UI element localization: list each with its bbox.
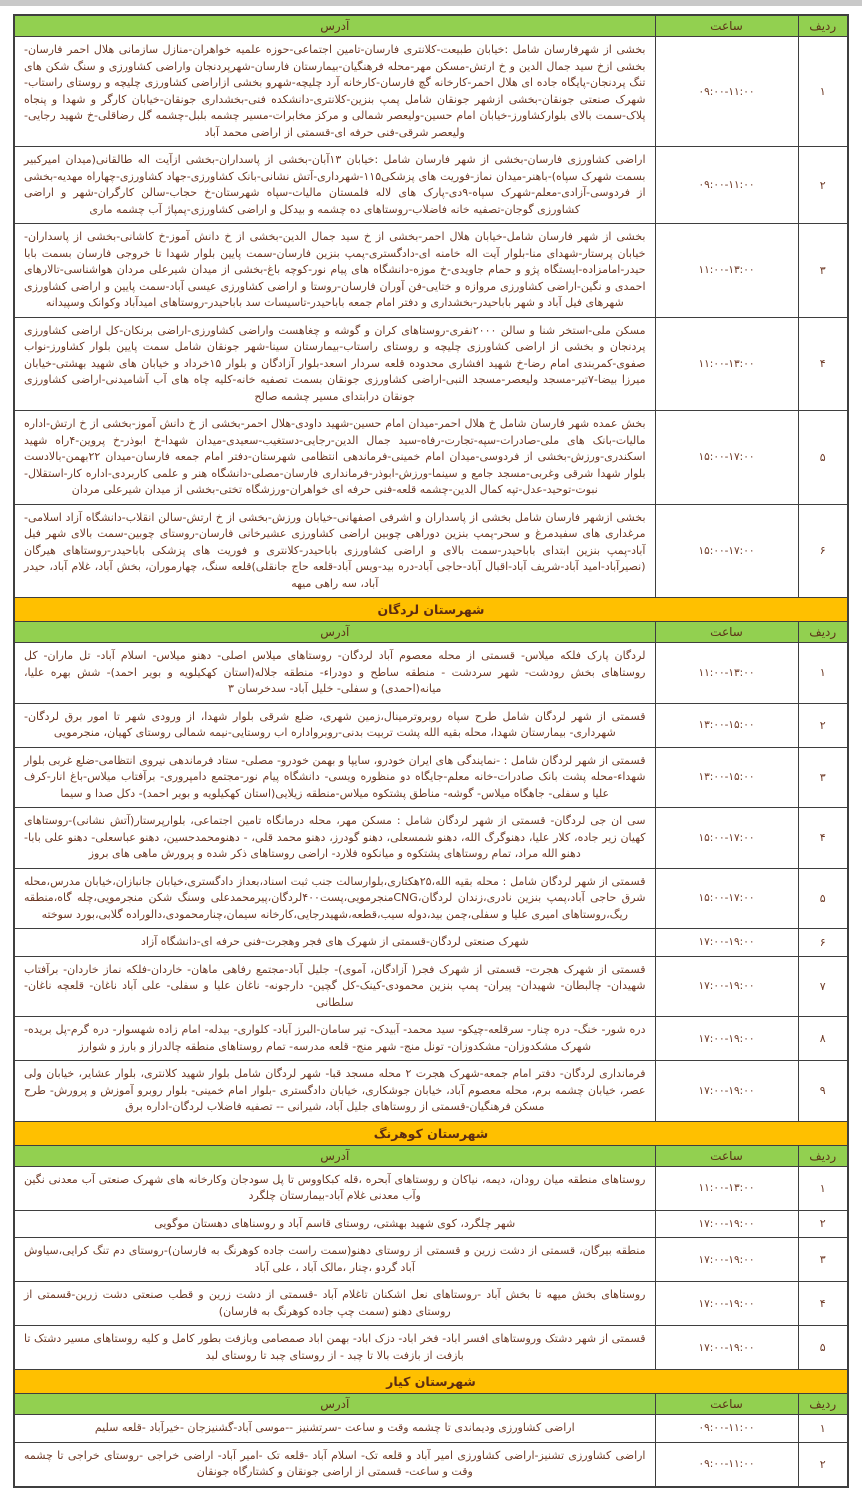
section-row (14, 598, 848, 622)
table-row (14, 808, 848, 869)
outage-time (655, 1326, 798, 1370)
section-row (14, 1370, 848, 1394)
outage-time (655, 147, 798, 224)
outage-time-value: ۱۱:۰۰-۱۳:۰۰ (698, 357, 755, 370)
row-number: ۴ (798, 808, 848, 869)
page (0, 6, 862, 1502)
outage-address: سی ان جی لردگان- قسمتی از شهر لردگان شامل : مسکن مهر، محله درمانگاه تامین اجتماعی، بلوارپرستار(آتش نشانی)-روستاهای کهیان زیر جاده، کلار علیا، دهنوگرگ الله، دهنو شمسعلی، دهنو گودرز، دهنو محمد قلی، - دهنومحمدحسین، دهنو عباسعلی- دهنو علی بابا- دهنو الله مراد، تمام روستاهای پشتکوه و میانکوه فلارد- اراضی روستاهای ذکر شده و پرورش ماهی های بروز (14, 808, 655, 869)
outage-address: اراضی کشاورزی ودیماندی تا چشمه وقت و ساعت -سرتشنیز --موسی آباد-گشنیزجان -خیرآباد -قلعه سلیم (14, 1415, 655, 1443)
outage-time (655, 504, 798, 598)
outage-time-value: ۰۹:۰۰-۱۱:۰۰ (698, 179, 755, 191)
outage-address: شهر چلگرد، کوی شهید بهشتی، روستای قاسم آباد و روسناهای دهستان موگویی (14, 1210, 655, 1238)
outage-address: بخشی از شهرفارسان شامل :خیابان طبیعت-کلانتری فارسان-تامین اجتماعی-حوزه علمیه خواهران-منازل سازمانی هلال احمر فارسان-بخشی ازخ سید جمال الدین و خ ارتش-مسکن مهر-محله فرهنگیان-بیمارستان فارسان-شهرپردنجان واراضی کشاورزی و سنگ شکن های تنگ پردنجان-پایگاه جاده ای هلال احمر-کارخانه گچ فارسان-کارخانه آرد چلیچه-شهرو بخشی ازاراضی کشاورزی چلیچه و روستای راستاب- شهرک صنعتی جونقان-بخشی ازشهر جونقان شامل پمپ بنزین-کلانتری-دانشکده فنی-بخشداری جونقان-خیابان کارگر و شهدا و پنجاه پلاک-سمت بالای بلوارکشاورز-خیابان امام حسین-ولیعصر شمالی و مرکز مخابرات-مسیر چشمه بلبل-چشمه گل رضاقلی-خ شهید رجایی-ولیعصر شرقی-فنی حرفه ای-قسمتی از اراضی محمد آباد (14, 37, 655, 147)
outage-time-value: ۱۷:۰۰-۱۹:۰۰ (698, 1253, 755, 1266)
outage-address: منطقه بیرگان، قسمتی از دشت زرین و قسمتی از روستای دهنو(سمت راست جاده کوهرنگ به فارسان)-روستای دم تنگ کرایی،سیاوش آباد گردو ،چنار ،مالک آباد ، علی آباد (14, 1238, 655, 1282)
table-row (14, 224, 848, 318)
outage-time (655, 37, 798, 147)
table-row (14, 643, 848, 704)
outage-address: فرمانداری لردگان- دفتر امام جمعه-شهرک هجرت ۲ محله مسجد قبا- شهر لردگان شامل بلوار شهید کلانتری، بلوار عشایر، خیابان ولی عصر، خیابان چشمه برم، محله معصوم آباد، خیابان جوشکاری، خیابان دادگستری -بلوار امام خمینی- بلوار روبرو آموزش و پرورش- طرح مسکن فرهنگیان-قسمتی از روستاهای جلیل آباد، شیرانی -- تصفیه فاضلاب لردگان-اداره برق (14, 1061, 655, 1122)
row-number: ۴ (798, 317, 848, 411)
outage-address: بخشی ازشهر فارسان شامل بخشی از پاسداران و اشرفی اصفهانی-خیابان ورزش-بخشی از خ ارتش-سالن انقلاب-دانشگاه آزاد اسلامی-مرغداری های سفیدمرغ و سحر-پمپ بنزین دوراهی چوبین اراضی کشاورزی عشیرخانی فارسان-روستای چوبین-سمت بالای شهر فیل آباد-پمپ بنزین ابتدای باباحیدر-سمت بالای و اراضی کشاورزی باباحیدر-کلانتری و فوریت های پزشکی باباحیدر-روستاهای هیرگان (نصیرآباد-امید آباد-شریف آباد-اقبال آباد-حاجی آباد-دره بید-ویس آباد-قلعه حاج جانقلی)قلعه سنگ، چهارموران، بخش آباد، غلام آباد، حیدر آباد، سه راهی میهه (14, 504, 655, 598)
table-row (14, 1442, 848, 1487)
outage-time (655, 1415, 798, 1443)
outage-address: لردگان پارک فلکه میلاس- قسمتی از محله معصوم آباد لردگان- روستاهای میلاس اصلی- دهنو میلاس- اسلام آباد- تل ماران- کل روستاهای بخش رودشت- شهر سردشت - منطقه ساطح و دودراء- منطقه جلاله(استان کهکیلویه و بویر احمد)- شش بهره علیا، میانه(احمدی) و سفلی- خلیل آباد- سدخرسان ۳ (14, 643, 655, 704)
table-row (14, 317, 848, 411)
row-number: ۱ (798, 1415, 848, 1443)
outage-time-value: ۱۱:۰۰-۱۳:۰۰ (698, 264, 755, 277)
table-row (14, 1166, 848, 1210)
outage-address: بخش عمده شهر فارسان شامل خ هلال احمر-میدان امام حسین-شهید داودی-هلال احمر-بخشی از خ دانش آموز-بخشی از خ ارتش-اداره مالیات-بانک های ملی-صادرات-سپه-تجارت-رفاه-سید جمال الدین-رجایی-دستغیب-سعیدی-میدان شهدا-خ ابوذر-خ پروین-۴راه شهید اسکندری-ورزش-بخشی از فردوسی-میدان امام خمینی-فرماندهی انتظامی شهرستان-دفتر امام جمعه فارسان-میدان ۲۲بهمن-بالادست بلوار شهدا شرقی وغربی-مسجد جامع و سینما-ورزش-ابوذر-فرمانداری فارسان-مصلی-دانشگاه هنر و علمی کاربردی-اداره کار-استقلال-نبوت-توحید-عدل-تپه کمال الدین-چشمه قلعه-فنی حرفه ای خواهران-ورزشگاه تختی-بخشی از میدان شیرعلی مردان (14, 411, 655, 505)
table-row (14, 1017, 848, 1061)
time-column-header: ساعت (655, 622, 798, 643)
row-number: ۱ (798, 643, 848, 704)
address-column-header: آدرس (14, 1394, 655, 1415)
row-number: ۹ (798, 1061, 848, 1122)
row-number: ۶ (798, 929, 848, 957)
outage-time-value: ۰۹:۰۰-۱۱:۰۰ (698, 1458, 755, 1470)
outage-time-value: ۰۹:۰۰-۱۱:۰۰ (698, 85, 755, 98)
outage-address: دره شور- خنگ- دره چنار- سرقلعه-چیکو- سید محمد- آبیدک- تیر سامان-البرز آباد- کلواری- بیدله- امام زاده شهسوار- دره گرم-پل بریده- شهرک مشکدوزان- مشکدوزان- تونل منج- شهر منج- قلعه مدرسه- تمام روستاهای منطقه چالدراز و بارز و شوارز (14, 1017, 655, 1061)
section-header: شهرستان کوهرنگ (14, 1121, 848, 1145)
address-column-header: آدرس (14, 15, 655, 37)
address-column-header: آدرس (14, 622, 655, 643)
row-number: ۱ (798, 1166, 848, 1210)
outage-time (655, 1061, 798, 1122)
outage-time-value: ۱۷:۰۰-۱۹:۰۰ (698, 1341, 755, 1354)
row-number: ۲ (798, 147, 848, 224)
row-number: ۲ (798, 1442, 848, 1487)
outage-time (655, 224, 798, 318)
table-row (14, 37, 848, 147)
table-row (14, 868, 848, 929)
outage-schedule-table (13, 14, 849, 1488)
outage-time-value: ۰۹:۰۰-۱۱:۰۰ (698, 1422, 755, 1435)
row-number: ۷ (798, 956, 848, 1017)
address-column-header: آدرس (14, 1145, 655, 1166)
table-row (14, 1061, 848, 1122)
table-row (14, 1415, 848, 1443)
outage-table-body (14, 15, 848, 1487)
outage-time (655, 1017, 798, 1061)
row-column-header: ردیف (798, 1394, 848, 1415)
column-header-row (14, 622, 848, 643)
table-row (14, 147, 848, 224)
table-row (14, 929, 848, 957)
outage-time (655, 1210, 798, 1238)
column-header-row (14, 1394, 848, 1415)
column-header-row (14, 1145, 848, 1166)
row-number: ۳ (798, 747, 848, 808)
outage-time-value: ۱۷:۰۰-۱۹:۰۰ (698, 1217, 755, 1230)
outage-address: روستاهای منطقه میان رودان، دیمه، نیاکان و روستاهای آبحره ،قله کبکاووس تا پل سودجان وکارخانه های شهرک صنعتی آب معدنی نگین وآب معدنی غلام آباد-بیمارستان چلگرد (14, 1166, 655, 1210)
outage-time (655, 411, 798, 505)
outage-address: روستاهای بخش میهه تا بخش آباد -روستاهای نعل اشکنان تاغلام آباد -قسمتی از دشت زرین و قطب صنعتی دشت زرین-قسمتی از روستای دهنو (سمت چپ جاده کوهرنگ به فارسان) (14, 1282, 655, 1326)
outage-time (655, 1282, 798, 1326)
outage-time (655, 1166, 798, 1210)
table-row (14, 747, 848, 808)
row-number: ۵ (798, 1326, 848, 1370)
outage-time-value: ۱۷:۰۰-۱۹:۰۰ (698, 1032, 755, 1045)
outage-address: شهرک صنعتی لردگان-قسمتی از شهرک های فجر وهجرت-فنی حرفه ای-دانشگاه آزاد (14, 929, 655, 957)
table-row (14, 1326, 848, 1370)
row-number: ۶ (798, 504, 848, 598)
row-number: ۵ (798, 868, 848, 929)
table-row (14, 411, 848, 505)
outage-address: قسمتی از شهر لردگان شامل : محله بقیه الله،۲۵هکتاری،بلوارسالت جنب ثبت اسناد،بعداز دادگستری،خیابان جانبازان،خیابان مدرس،محله شرق حاجی آباد،پمپ بنزین نادری،زندان لردگان،CNGمنجرمویی،پست۴۰۰لردگان،پیرمحمدعلی وسنگ شکن منجرمویی،چله گاه،منطقه ریگ،روستاهای امیری علیا و سفلی،چمن بید،دوله سیب،قطعه،شهیدرجایی،کارخانه سیمان،چنارمحمودی،دالوراده گلابی،بورد سوخته (14, 868, 655, 929)
time-column-header: ساعت (655, 1394, 798, 1415)
outage-address: اراضی کشاورزی فارسان-بخشی از شهر فارسان شامل :خیابان ۱۳آبان-بخشی از پاسداران-بخشی ازآیت اله طالقانی(میدان امیرکبیر بسمت شهرک سپاه)-باهنر-میدان نماز-فوریت های پزشکی۱۱۵-شهرداری-آتش نشانی-بانک کشاورزی-جهاد کشاورزی-چهاراه مهدیه-بخشی از فردوسی-آزادی-معلم-شهرک سپاه-۹دی-پارک های لاله فلمستان مالیات-سپاه شهرستان-خ حجاب-سالن کارگران-شهر و اراضی کشاورزی گوجان-تصفیه خانه فاضلاب-روستاهای ده چشمه و بیدکل و اراضی کشاورزی-پمپاژ آب چشمه ماری (14, 147, 655, 224)
row-number: ۵ (798, 411, 848, 505)
row-number: ۴ (798, 1282, 848, 1326)
table-row (14, 1210, 848, 1238)
row-column-header: ردیف (798, 1145, 848, 1166)
row-number: ۸ (798, 1017, 848, 1061)
outage-time (655, 929, 798, 957)
outage-address: قسمتی از شهر لردگان شامل : -نمایندگی های ایران خودرو، سایپا و بهمن خودرو- مصلی- ستاد فرماندهی نیروی انتظامی-ضلع غربی بلوار شهداء-محله پشت بانک صادرات-خانه معلم-جایگاه دو منظوره ویسی- دانشگاه پیام نور-مجتمع دامپروری- برآفتاب میلاس-باغ انار-کرف علیا و سفلی- جاهگاه میلاس- گوشه- مناطق پشتکوه میلاس-منطقه زیلایی(استان کهکیلویه و بویر احمد)- دکل صدا و سیما (14, 747, 655, 808)
outage-time-value: ۱۵:۰۰-۱۷:۰۰ (698, 892, 755, 905)
outage-time-value: ۱۷:۰۰-۱۹:۰۰ (698, 980, 755, 993)
outage-address: قسمتی از شهر لردگان شامل طرح سپاه روبروترمینال،زمین شهری، ضلع شرقی بلوار شهدا، از ورودی شهر تا امور برق لردگان- شهرداری- بیمارستان شهدا، محله بقیه الله پشت تربیت بدنی-روبرواداره اب روستایی-نیمه شمالی روستای کهیان، منجرمویی (14, 703, 655, 747)
outage-time (655, 643, 798, 704)
row-number: ۲ (798, 1210, 848, 1238)
column-header-row (14, 15, 848, 37)
row-number: ۳ (798, 224, 848, 318)
outage-time (655, 1442, 798, 1487)
row-number: ۲ (798, 703, 848, 747)
outage-time-value: ۱۵:۰۰-۱۷:۰۰ (698, 831, 755, 844)
row-column-header: ردیف (798, 622, 848, 643)
table-row (14, 1282, 848, 1326)
outage-time-value: ۱۷:۰۰-۱۹:۰۰ (698, 936, 755, 949)
outage-address: مسکن ملی-استخر شنا و سالن ۲۰۰۰نفری-روستاهای کران و گوشه و چغاهست واراضی کشاورزی-اراضی برنکان-کل اراضی کشاورزی پردنجان و بخشی از اراضی کشاورزی چلیچه و روستای راستاب-بیمارستان سینا-شهر جونقان شامل سمت پایین بلوار کشاورز-نواب صفوی-کمربندی امام رضا-خ شهید افشاری محدوده قلعه سردار اسعد-بلوار آزادگان و بلوار ۱۵خرداد و خیابان های شهید بهشتی-خیابان میرزا بیضا-۷تیر-مسجد ولیعصر-مسجد النبی-اراضی کشاورزی جونقان بسمت تصفیه خانه-کلیه چاه های آب آشامیدنی-اراضی کشاورزی جونقان درابتدای مسیر چشمه صالح (14, 317, 655, 411)
outage-time (655, 1238, 798, 1282)
row-column-header: ردیف (798, 15, 848, 37)
table-row (14, 504, 848, 598)
outage-time-value: ۱۳:۰۰-۱۵:۰۰ (698, 719, 755, 731)
section-row (14, 1121, 848, 1145)
outage-time-value: ۱۵:۰۰-۱۷:۰۰ (698, 451, 755, 464)
outage-time-value: ۱۱:۰۰-۱۳:۰۰ (698, 1182, 755, 1194)
outage-time (655, 808, 798, 869)
row-number: ۳ (798, 1238, 848, 1282)
outage-address: قسمتی از شهر دشتک وروستاهای افسر اباد- فخر اباد- دزک اباد- بهمن اباد صمصامی وبازفت بطور کامل و کلیه روستاهای مسیر دشتک تا بازفت از بازفت بالا تا چبد - از روستای چبد تا روستای لبد (14, 1326, 655, 1370)
outage-time-value: ۱۱:۰۰-۱۳:۰۰ (698, 666, 755, 679)
outage-address: قسمتی از شهرک هجرت- قسمتی از شهرک فجر( آزادگان، آموی)- جلیل آباد-مجتمع رفاهی ماهان- خاردان-فلکه نماز خاردان- برآفتاب شهیدان- چالبطان- شهیدان- پیران- پمپ بنزین محمودی-کینک-کل گچین- دارجونه- ناغان علیا و سفلی- علی آباد ناغان- قلعچه ناغان- سلطانی (14, 956, 655, 1017)
section-header: شهرستان لردگان (14, 598, 848, 622)
outage-time-value: ۱۵:۰۰-۱۷:۰۰ (698, 544, 755, 557)
time-column-header: ساعت (655, 1145, 798, 1166)
outage-address: بخشی از شهر فارسان شامل-خیابان هلال احمر-بخشی از خ سید جمال الدین-بخشی از خ دانش آموز-خ کاشانی-بخشی از پاسداران-خیابان پرستار-شهدای منا-بلوار آیت اله خامنه ای-دادگستری-پمپ بنزین فارسان-سمت پایین بلوار شهدا تا خروجی فارسان بسمت بابا حیدر-امامزاده-ایستگاه پژو و حمام جاویدی-خ موزه-دانشگاه های پیام نور-کوچه باغ-بخشی از میدان شیرعلی مردان هواشناسی-تالارهای احمدی و نگین-اراضی کشاورزی مروازه و ختایی-فن آوران فارسان-روستا و اراضی کشاورزی عیسی آباد-سمت پایین و اراضی کشاورزی شهرهای فیل آباد و شهر باباحیدر-بخشداری و دفتر امام جمعه باباحیدر-تاسیسات سد باباحیدر-روستاهای امیدآباد وکوانک وسپیدانه (14, 224, 655, 318)
table-row (14, 1238, 848, 1282)
time-column-header: ساعت (655, 15, 798, 37)
outage-time-value: ۱۷:۰۰-۱۹:۰۰ (698, 1297, 755, 1310)
outage-time (655, 703, 798, 747)
table-row (14, 703, 848, 747)
outage-time (655, 747, 798, 808)
outage-time-value: ۱۷:۰۰-۱۹:۰۰ (698, 1084, 755, 1097)
section-header: شهرستان کیار (14, 1370, 848, 1394)
table-row (14, 956, 848, 1017)
outage-time (655, 317, 798, 411)
outage-time-value: ۱۳:۰۰-۱۵:۰۰ (698, 771, 755, 784)
outage-time (655, 956, 798, 1017)
row-number: ۱ (798, 37, 848, 147)
outage-address: اراضی کشاورزی تشنیز-اراضی کشاورزی امیر آباد و قلعه تک- اسلام آباد -قلعه تک -امیر آباد- اراضی خراجی -روستای خراجی تا چشمه وقت و ساعت- قسمتی از اراضی جونقان و کشتارگاه جونقان (14, 1442, 655, 1487)
outage-time (655, 868, 798, 929)
